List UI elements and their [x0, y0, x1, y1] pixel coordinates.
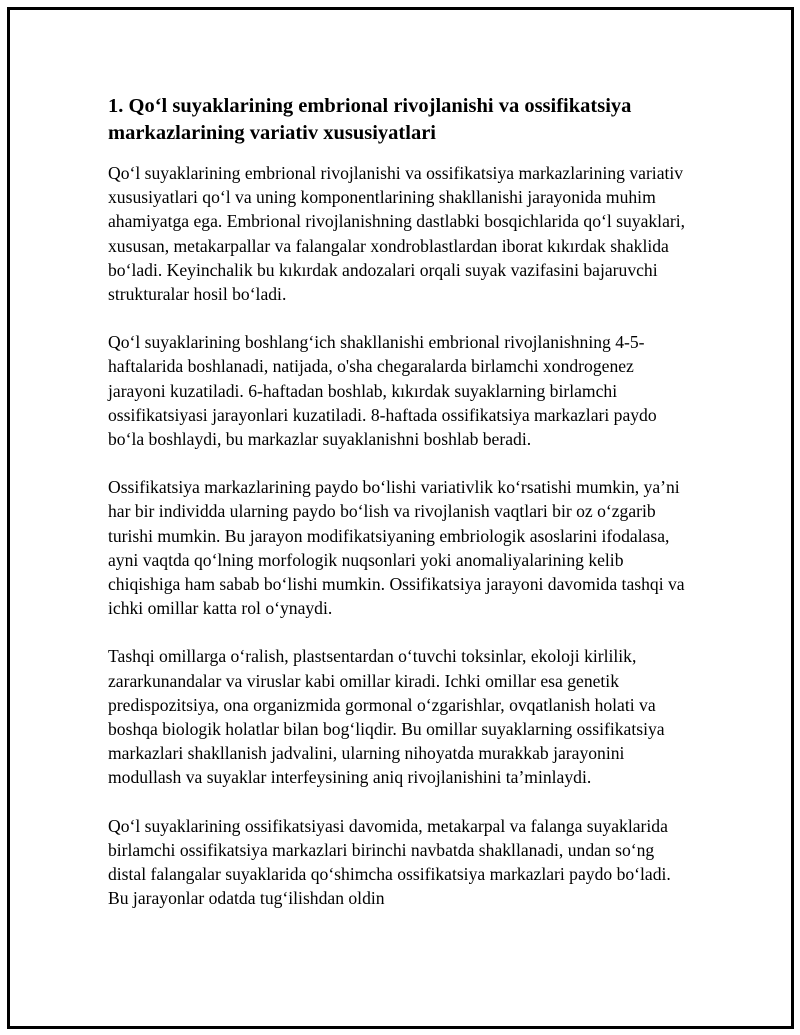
paragraph-1: Qo‘l suyaklarining embrional rivojlanishi va ossifikatsiya markazlarining variativ xususiyatlari qo‘l va uning komponentlarining shakllanishi jarayonida muhim ahamiyatga ega. Embrional rivojlanishning dastlabki bosqichlarida qo‘l suyaklari, xususan, metakarpallar va falangalar xondroblastlardan iborat kıkırdak shaklida bo‘ladi. Keyinchalik bu kıkırdak andozalari orqali suyak vazifasini bajaruvchi strukturalar hosil bo‘ladi.: [108, 163, 686, 305]
paragraph-3: Ossifikatsiya markazlarining paydo bo‘lishi variativlik ko‘rsatishi mumkin, ya’ni har bir individda ularning paydo bo‘lish va rivojlanish vaqtlari bir oz o‘zgarib turishi mumkin. Bu jarayon modifikatsiyaning embriologik asoslarini ifodalasa, ayni vaqtda qo‘lning morfologik nuqsonlari yoki anomaliyalarining kelib chiqishiga ham sabab bo‘lishi mumkin. Ossifikatsiya jarayoni davomida tashqi va ichki omillar katta rol o‘ynaydi.: [108, 477, 685, 619]
paragraph-2: Qo‘l suyaklarining boshlang‘ich shakllanishi embrional rivojlanishning 4-5-haftalarida boshlanadi, natijada, o'sha chegaralarda birlamchi xondrogenez jarayoni kuzatiladi. 6-haftadan boshlab, kıkırdak suyaklarning birlamchi ossifikatsiyasi jarayonlari kuzatiladi. 8-haftada ossifikatsiya markazlari paydo bo‘la boshlaydi, bu markazlar suyaklanishni boshlab beradi.: [108, 332, 657, 450]
paragraph-5: Qo‘l suyaklarining ossifikatsiyasi davomida, metakarpal va falanga suyaklarida birlamchi ossifikatsiya markazlari birinchi navbatda shakllanadi, undan so‘ng distal falangalar suyaklarida qo‘shimcha ossifikatsiya markazlari paydo bo‘ladi. Bu jarayonlar odatda tug‘ilishdan oldin: [108, 815, 671, 909]
paragraph-4: Tashqi omillarga o‘ralish, plastsentardan o‘tuvchi toksinlar, ekoloji kirlilik, zararkunandalar va viruslar kabi omillar kiradi. Ichki omillar esa genetik predispozitsiya, ona organizmida gormonal o‘zgarishlar, ovqatlanish holati va boshqa biologik holatlar bilan bog‘liqdir. Bu omillar suyaklarning ossifikatsiya markazlari shakllanish jadvalini, ularning nihoyatda murakkab jarayonini modullash va suyaklar interfeysining aniq rivojlanishini ta’minlaydi.: [108, 646, 665, 788]
section-heading: 1. Qo‘l suyaklarining embrional rivojlanishi va ossifikatsiya markazlarining variativ xususiyatlari: [108, 95, 632, 144]
document-body: [108, 88, 692, 934]
